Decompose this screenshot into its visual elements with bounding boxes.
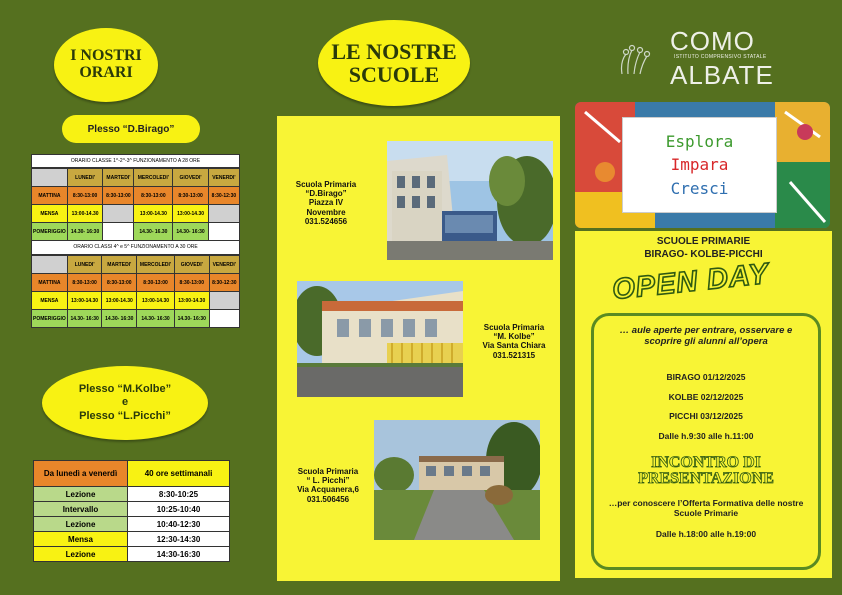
hero-image xyxy=(575,102,830,228)
como-albate-logo xyxy=(612,28,792,88)
school-phone: 031.524656 xyxy=(304,216,348,226)
plesso-and-label: e xyxy=(121,396,129,409)
hands-logo-icon xyxy=(614,40,654,80)
t1-day: LUNEDI' xyxy=(67,169,103,187)
t1-cell: 8:30-13:00 xyxy=(67,187,103,205)
school-address: Via Acquanera,6 xyxy=(297,485,359,495)
school-address: Novembre xyxy=(306,207,346,217)
school-type: Scuola Primaria xyxy=(483,323,545,332)
t2-day: MARTEDI' xyxy=(102,256,137,274)
presentation-hours: Dalle h.18:00 alle h.19:00 xyxy=(655,529,757,539)
dates-list xyxy=(600,373,812,440)
t1-row-label: MENSA xyxy=(32,205,68,223)
school-type: Scuola Primaria xyxy=(297,467,359,476)
t1-cell: 13:00-14.30 xyxy=(67,205,103,223)
school-phone: 031.521315 xyxy=(492,350,536,360)
k-row-label: Mensa xyxy=(34,532,128,547)
t1-table xyxy=(31,168,240,241)
t1-cell xyxy=(208,223,239,241)
kolbe-picchi-table xyxy=(33,460,230,562)
school-type: Scuola Primaria xyxy=(295,180,357,189)
incontro-title xyxy=(600,455,812,487)
t2-cell xyxy=(209,292,239,310)
school-picchi-photo xyxy=(374,420,540,540)
t1-cell: 14.30- 16:30 xyxy=(173,223,209,241)
t2-row-label: MATTINA xyxy=(32,274,68,292)
hero-word-cresci: Cresci xyxy=(670,178,729,198)
t1-cell: 14.30- 16:30 xyxy=(67,223,103,241)
plesso-picchi-label: Plesso “L.Picchi” xyxy=(79,409,171,422)
t2-table xyxy=(31,255,240,328)
t1-cell: 8:30-13:00 xyxy=(134,187,173,205)
t2-day: MERCOLEDI' xyxy=(137,256,175,274)
plesso-kolbe-label: Plesso “M.Kolbe” xyxy=(78,383,172,396)
t2-cell: 13:00-14.30 xyxy=(102,292,137,310)
schools-heading xyxy=(575,236,832,261)
logo-subtitle: ISTITUTO COMPRENSIVO STATALE xyxy=(674,54,767,60)
date-kolbe: KOLBE 02/12/2025 xyxy=(668,391,744,402)
school-kolbe-photo xyxy=(297,281,463,397)
k-head-days: Da lunedì a venerdì xyxy=(34,461,128,487)
t2-cell: 8:30-13:00 xyxy=(102,274,137,292)
school-birago-photo xyxy=(387,141,553,260)
t1-cell xyxy=(208,205,239,223)
plesso-kolbe-picchi-oval xyxy=(42,366,208,440)
t1-day: MERCOLEDI' xyxy=(134,169,173,187)
hero-text-card xyxy=(622,117,777,213)
t1-title: ORARIO CLASSE 1^-2^-3^ FUNZIONAMENTO A 28 ORE xyxy=(31,154,240,168)
orari-title-oval xyxy=(54,28,158,102)
t2-cell: 14.30- 16:30 xyxy=(137,310,175,328)
t1-day: GIOVEDI' xyxy=(173,169,209,187)
birago-schedule xyxy=(31,154,240,328)
orari-title-line2: ORARI xyxy=(79,64,133,81)
date-picchi: PICCHI 03/12/2025 xyxy=(669,411,743,421)
t2-cell: 8:30-13:00 xyxy=(174,274,209,292)
hero-word-esplora: Esplora xyxy=(665,132,734,152)
t1-cell: 8:30-12:30 xyxy=(208,187,239,205)
schools-title-line2: SCUOLE xyxy=(348,62,440,87)
t1-row-label: MATTINA xyxy=(32,187,68,205)
k-head-hours: 40 ore settimanali xyxy=(128,461,230,487)
t2-cell: 13:00-14.30 xyxy=(67,292,102,310)
incontro-line1: INCONTRO DI xyxy=(651,454,761,471)
t2-day: LUNEDI' xyxy=(67,256,102,274)
t2-title: ORARIO CLASSI 4^ e 5^ FUNZIONAMENTO A 30 ORE xyxy=(31,241,240,255)
t2-day: GIOVEDI' xyxy=(174,256,209,274)
hero-word-impara: Impara xyxy=(670,155,729,175)
t2-cell: 14.30- 16:30 xyxy=(174,310,209,328)
offerta-text: …per conoscere l’Offerta Formativa delle nostre Scuole Primarie xyxy=(608,498,804,519)
t2-cell: 13:00-14.30 xyxy=(174,292,209,310)
k-row-time: 12:30-14:30 xyxy=(128,532,230,547)
k-row-label: Lezione xyxy=(34,487,128,502)
plesso-birago-pill: Plesso “D.Birago” xyxy=(62,115,200,143)
school-birago-info xyxy=(281,180,371,226)
t1-day: VENERDI' xyxy=(208,169,239,187)
schools-heading-l1: SCUOLE PRIMARIE xyxy=(656,236,751,247)
open-hours: Dalle h.9:30 alle h.11:00 xyxy=(658,430,754,441)
t1-day: MARTEDI' xyxy=(103,169,134,187)
logo-albate: ALBATE xyxy=(670,60,774,90)
k-row-label: Lezione xyxy=(34,517,128,532)
t2-cell: 8:30-13:00 xyxy=(137,274,175,292)
schools-heading-l2: BIRAGO- KOLBE-PICCHI xyxy=(644,248,763,260)
t1-cell xyxy=(103,205,134,223)
k-row-label: Intervallo xyxy=(34,502,128,517)
school-name: “M. Kolbe” xyxy=(493,332,535,342)
schools-title-oval xyxy=(318,20,470,106)
school-phone: 031.506456 xyxy=(306,494,350,504)
school-address: Via Santa Chiara xyxy=(482,341,546,351)
t1-row-label: POMERIGGIO xyxy=(32,223,68,241)
t2-cell: 13:00-14.30 xyxy=(137,292,175,310)
schools-title-line1: LE NOSTRE xyxy=(331,38,457,64)
open-day-title: OPEN DAY xyxy=(610,257,771,307)
t1-cell xyxy=(103,223,134,241)
k-row-time: 14:30-16:30 xyxy=(128,547,230,562)
t2-row-label: MENSA xyxy=(32,292,68,310)
t2-cell: 14.30- 16:30 xyxy=(102,310,137,328)
k-row-time: 10:25-10:40 xyxy=(128,502,230,517)
school-name: “D.Birago” xyxy=(305,189,347,199)
k-row-time: 10:40-12:30 xyxy=(128,517,230,532)
k-row-time: 8:30-10:25 xyxy=(128,487,230,502)
t2-day: VENERDI' xyxy=(209,256,239,274)
t2-cell: 8:30-13:00 xyxy=(67,274,102,292)
t2-cell xyxy=(209,310,239,328)
k-row-label: Lezione xyxy=(34,547,128,562)
t1-cell: 13:00-14.30 xyxy=(173,205,209,223)
school-address: Piazza IV xyxy=(308,198,344,208)
school-name: “ L. Picchi” xyxy=(306,476,350,486)
t1-cell: 8:30-13:00 xyxy=(103,187,134,205)
incontro-line2: PRESENTAZIONE xyxy=(638,470,774,487)
t2-cell: 14.30- 16:30 xyxy=(67,310,102,328)
school-picchi-info xyxy=(285,467,371,504)
t2-row-label: POMERIGGIO xyxy=(32,310,68,328)
orari-title-line1: I NOSTRI xyxy=(70,47,142,65)
t2-cell: 8:30-12:30 xyxy=(209,274,239,292)
t1-cell: 8:30-13:00 xyxy=(173,187,209,205)
t1-cell: 14.30- 16.30 xyxy=(134,223,173,241)
school-kolbe-info xyxy=(467,323,561,360)
t1-cell: 13:00-14.30 xyxy=(134,205,173,223)
date-birago: BIRAGO 01/12/2025 xyxy=(666,372,746,382)
logo-como: COMO xyxy=(670,26,755,56)
open-day-intro: … aule aperte per entrare, osservare e scoprire gli alunni all’opera xyxy=(619,325,793,348)
